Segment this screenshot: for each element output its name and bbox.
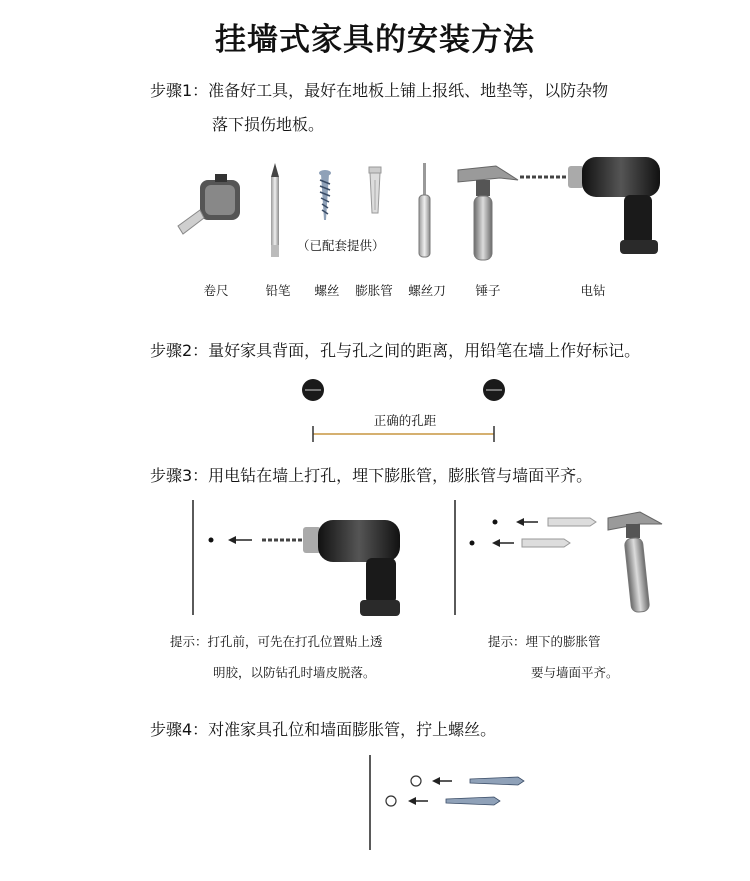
step4-text: 步骤4：对准家具孔位和墙面膨胀管，拧上螺丝。 [150,720,497,739]
distance-label: 正确的孔距 [373,413,437,428]
step3-tip-left-line2: 明胶，以防钻孔时墙皮脱落。 [213,665,376,680]
tool-label-drill: 电钻 [580,283,606,298]
step4-screw-illustration [370,755,524,850]
step3-tip-right-line1: 提示：埋下的膨胀管 [488,634,601,649]
screwdriver-icon [419,163,430,257]
step3-tip-left-line1: 提示：打孔前，可先在打孔位置贴上透 [170,634,383,649]
pencil-icon [271,163,279,257]
wall-anchor-icon [369,167,381,213]
step1-text-line2: 落下损伤地板。 [212,115,325,134]
tool-label-tape-measure: 卷尺 [203,283,229,298]
step1-text-line1: 步骤1：准备好工具，最好在地板上铺上报纸、地垫等，以防杂物 [150,81,609,100]
step3-anchor-illustration [455,500,662,615]
screw-icon [319,170,331,220]
tool-label-pencil: 铅笔 [265,283,291,298]
step3-tip-right-line2: 要与墙面平齐。 [531,665,619,680]
step2-text: 步骤2：量好家具背面，孔与孔之间的距离，用铅笔在墙上作好标记。 [150,341,641,360]
step3-drilling-illustration [193,500,400,616]
hammer-icon [458,166,518,260]
tool-label-screwdriver: 螺丝刀 [408,283,446,298]
tape-measure-icon [178,174,240,234]
drill-icon [520,157,660,254]
tool-label-hammer: 锤子 [475,283,501,298]
hole-marks [302,379,505,401]
page-title: 挂墙式家具的安装方法 [215,22,535,58]
step3-text: 步骤3：用电钻在墙上打孔，埋下膨胀管，膨胀管与墙面平齐。 [150,466,593,485]
tool-label-screw: 螺丝 [314,283,340,298]
supplied-note: （已配套提供） [297,238,385,253]
tool-label-wall-anchor: 膨胀管 [355,283,393,298]
